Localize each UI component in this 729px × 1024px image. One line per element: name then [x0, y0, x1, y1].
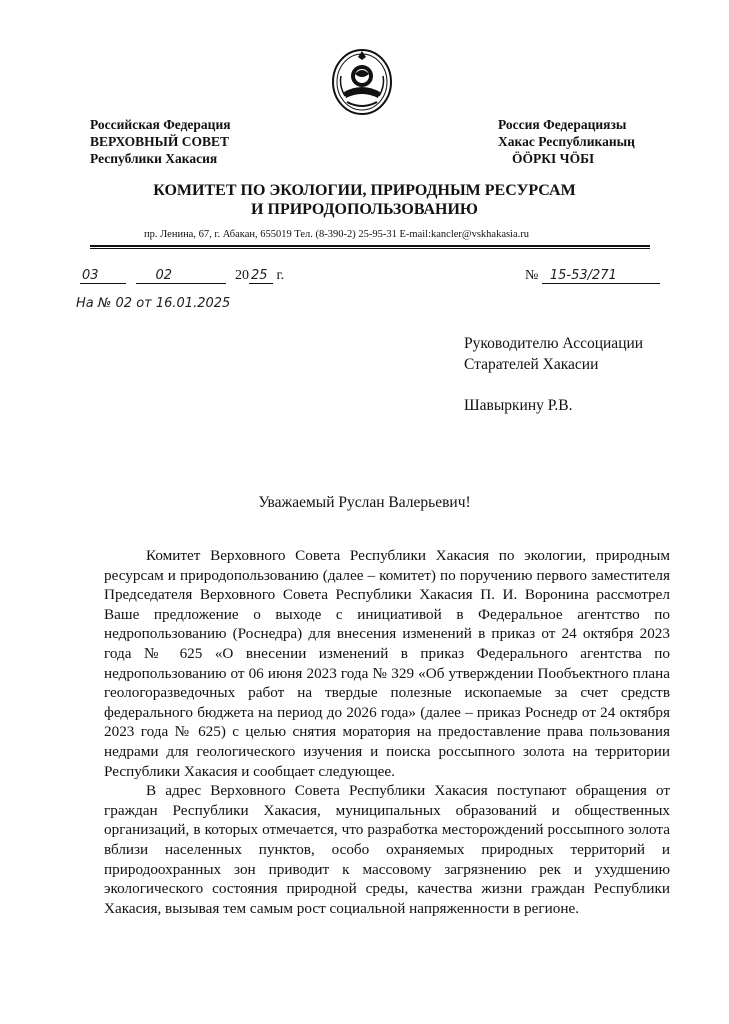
greeting: Уважаемый Руслан Валерьевич! — [258, 494, 471, 511]
committee-title-line: КОМИТЕТ ПО ЭКОЛОГИИ, ПРИРОДНЫМ РЕСУРСАМ — [153, 182, 576, 199]
committee-title — [0, 181, 729, 219]
body-paragraph: Комитет Верховного Совета Республики Хакасия по экологии, природным ресурсам и природопользованию (далее – комитет) по поручению первого заместителя Председателя Верховного Совета Республики Хакасия П. И. Воронина рассмотрел Ваше предложение о выходе с инициативой в Федеральное агентство по недропользованию (Роснедра) для внесения изменений в приказ от 24 октября 2023 года № 625 «О внесении изменений в приказ Федерального агентства по недропользованию от 06 июня 2023 года № 329 «Об утверждении Пообъектного плана геологоразведочных работ на твердые полезные ископаемые за счет средств федерального бюджета на период до 2026 года» (далее – приказ Роснедр от 24 октября 2023 года № 625) с целью снятия моратория на предоставление права пользования недрами для геологического изучения и поиска россыпного золота на территории Республики Хакасия и сообщает следующее. — [104, 547, 670, 780]
header-line: Хакас Республиканың — [498, 134, 635, 149]
date-year-prefix: 20 — [235, 268, 249, 283]
date-month: 02 — [136, 268, 226, 284]
addressee-block — [464, 333, 643, 416]
sender-header-khakas — [498, 116, 635, 167]
header-line: Россия Федерациязы — [498, 117, 627, 132]
committee-title-line: И ПРИРОДОПОЛЬЗОВАНИЮ — [251, 201, 478, 218]
addressee-name: Шавыркину Р.В. — [464, 397, 573, 414]
header-line: Российская Федерация — [90, 117, 231, 132]
header-line: ВЕРХОВНЫЙ СОВЕТ — [90, 134, 230, 149]
date-day: 03 — [80, 268, 126, 284]
sender-header-russian — [90, 116, 231, 167]
letter-body — [104, 546, 670, 918]
addressee-line: Руководителю Ассоциации — [464, 335, 644, 352]
body-paragraph: В адрес Верховного Совета Республики Хакасия поступают обращения от граждан Республики Хакасия, муниципальных образований и общественных организаций, в которых отмечается, что разработка месторождений россыпного золота вблизи населенных пунктов, особо охраняемых природных территорий и природоохранных зон приводит к массовому загрязнению рек и ухудшению экологического состояния природной среды, качества жизни граждан Республики Хакасия, вызывая тем самым рост социальной напряженности в регионе. — [104, 782, 670, 917]
header-divider-thin — [90, 248, 650, 249]
number-value: 15-53/271 — [542, 268, 660, 284]
incoming-reference-note: На № 02 от 16.01.2025 — [76, 296, 231, 311]
addressee-line: Старателей Хакасии — [464, 356, 599, 373]
contact-info: пр. Ленина, 67, г. Абакан, 655019 Тел. (8-390-2) 25-95-31 E-mail:kancler@vskhakasia.ru — [144, 229, 530, 240]
header-divider — [90, 245, 650, 247]
document-date — [80, 268, 284, 284]
date-year-suffix: 25 — [249, 268, 273, 284]
date-suffix: г. — [276, 268, 285, 283]
number-prefix: № — [525, 268, 539, 283]
coat-of-arms-emblem — [331, 46, 393, 116]
document-number — [525, 268, 660, 284]
header-line: ӦӦРКІ ЧӦБІ — [512, 151, 595, 166]
header-line: Республики Хакасия — [90, 151, 218, 166]
